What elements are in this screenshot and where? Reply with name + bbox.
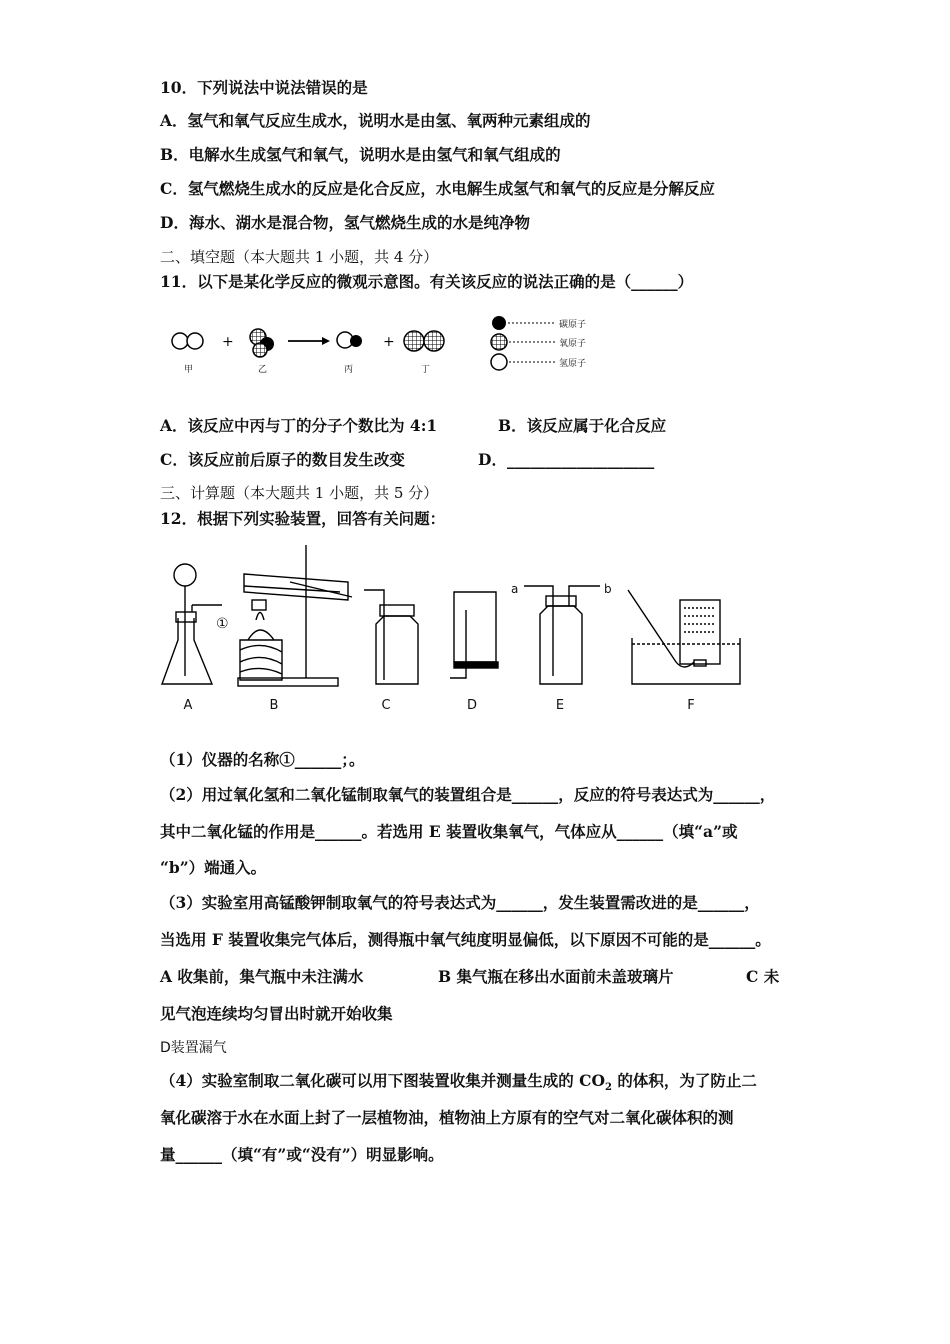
q12-part-4-text-b: 的体积，为了防止二 [612,1071,757,1090]
q12-part-2-line-2: 其中二氧化锰的作用是______。若选用 E 装置收集氧气，气体应从______（填“a”或 [160,822,738,841]
q12-part-2-line-1: （2）用过氧化氢和二氧化锰制取氧气的装置组合是______，反应的符号表达式为______， [160,785,776,804]
port-a-label: a [511,582,519,596]
instrument-marker: ① [216,616,229,632]
q12-part-3-line-1: （3）实验室用高锰酸钾制取氧气的符号表达式为______，发生装置需改进的是______， [160,893,760,912]
apparatus-c [364,590,418,684]
legend-oxygen: 氧原子 [559,339,587,349]
label-jia: 甲 [184,365,194,375]
apparatus-a [162,564,222,684]
label-yi: 乙 [258,365,268,375]
q10-option-d: D．海水、湖水是混合物，氢气燃烧生成的水是纯净物 [160,213,530,232]
q10-stem: 10．下列说法中说法错误的是 [160,78,368,97]
q11-option-d: D．___________________ [478,450,655,469]
port-b-label: b [604,582,612,596]
section-3-heading: 三、计算题（本大题共 1 小题，共 5 分） [160,484,439,502]
plus-sign: + [222,334,234,350]
q12-part-4-line-2: 氧化碳溶于水在水面上封了一层植物油，植物油上方原有的空气对二氧化碳体积的测 [160,1108,734,1127]
q12-part-4-line-1 [160,1071,757,1098]
apparatus-label-a: A [183,698,193,713]
apparatus-d [450,592,498,678]
q12-part-3-option-c: C 未 [746,967,780,986]
apparatus-f [628,590,740,684]
label-ding: 丁 [421,365,431,375]
legend-carbon: 碳原子 [559,320,587,330]
q12-part-3-option-c-cont: 见气泡连续均匀冒出时就开始收集 [160,1004,393,1023]
q11-stem: 11．以下是某化学反应的微观示意图。有关该反应的说法正确的是（______） [160,272,694,291]
section-2-heading: 二、填空题（本大题共 1 小题，共 4 分） [160,248,439,266]
apparatus-label-b: B [269,698,279,713]
apparatus-label-c: C [381,698,391,713]
legend-hydrogen: 氢原子 [559,359,587,369]
apparatus-b [238,545,352,686]
q10-option-a: A．氢气和氧气反应生成水，说明水是由氢、氧两种元素组成的 [160,111,591,130]
q12-stem: 12．根据下列实验装置，回答有关问题： [160,509,446,528]
plus-sign: + [383,334,395,350]
q10-option-c: C．氢气燃烧生成水的反应是化合反应，水电解生成氢气和氧气的反应是分解反应 [160,179,715,198]
apparatus-label-f: F [687,698,695,713]
label-bing: 丙 [344,365,354,375]
q12-part-3-option-a: A 收集前，集气瓶中未注满水 [160,967,364,986]
q12-part-4-line-3: 量______（填“有”或“没有”）明显影响。 [160,1145,444,1164]
q10-option-b: B．电解水生成氢气和氧气，说明水是由氢气和氧气组成的 [160,145,561,164]
q12-part-3-option-d: D装置漏气 [160,1040,227,1056]
q12-part-1: （1）仪器的名称①______；。 [160,750,365,769]
q11-option-c: C．该反应前后原子的数目发生改变 [160,450,405,469]
q11-option-b: B．该反应属于化合反应 [498,416,667,435]
q12-part-3-option-b: B 集气瓶在移出水面前未盖玻璃片 [438,967,674,986]
q11-option-a: A．该反应中丙与丁的分子个数比为 4:1 [160,416,438,435]
q12-part-2-line-3: “b”）端通入。 [160,858,267,877]
apparatus-label-e: E [555,698,565,713]
apparatus-e [524,586,600,684]
q12-part-3-line-2: 当选用 F 装置收集完气体后，测得瓶中氧气纯度明显偏低，以下原因不可能的是______。 [160,930,771,949]
q12-part-4-text-a: （4）实验室制取二氧化碳可以用下图装置收集并测量生成的 CO [160,1071,606,1090]
co2-subscript: 2 [605,1082,612,1094]
apparatus-label-d: D [466,698,477,713]
